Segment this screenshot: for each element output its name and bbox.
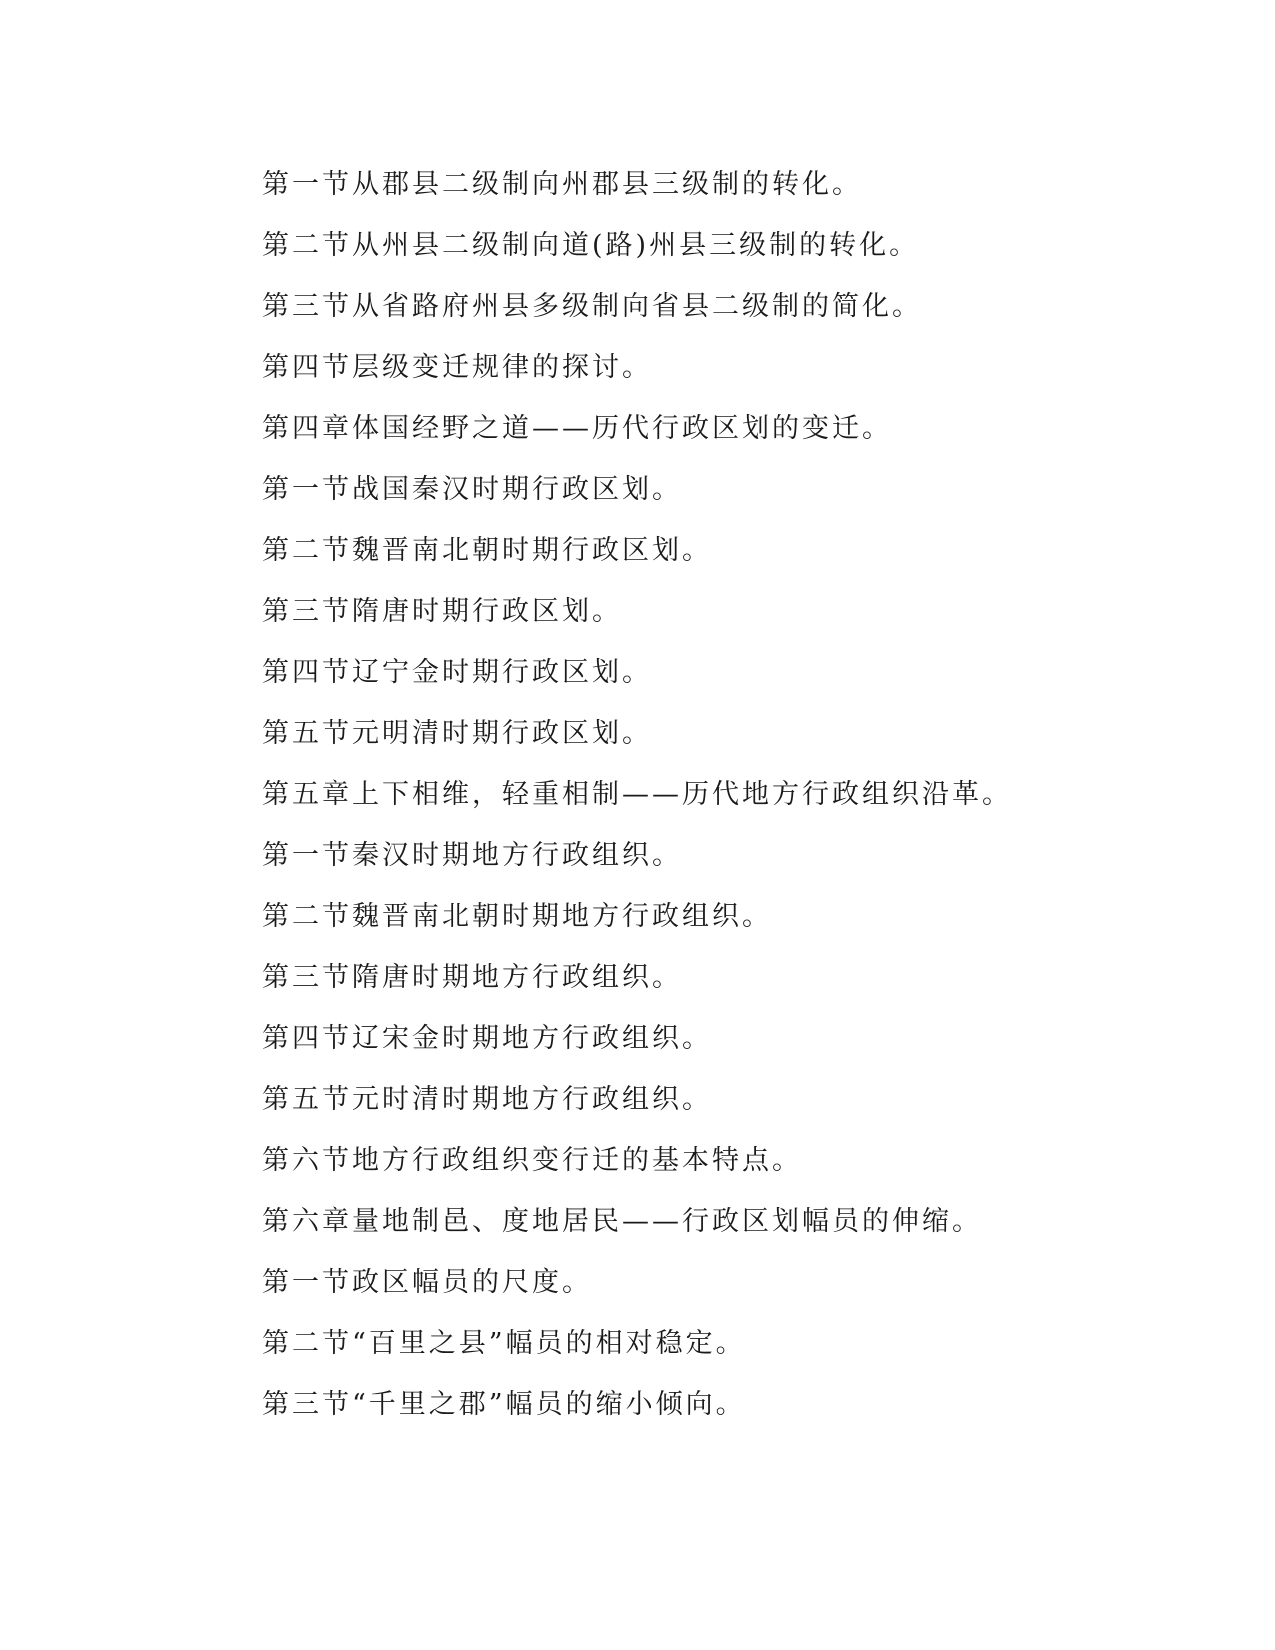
toc-line-section: 第二节“百里之县”幅员的相对稳定。: [262, 1328, 746, 1359]
toc-line-chapter: 第六章量地制邑、度地居民——行政区划幅员的伸缩。: [262, 1206, 982, 1237]
toc-line-section: 第二节魏晋南北朝时期行政区划。: [262, 535, 712, 566]
toc-line-section: 第三节隋唐时期地方行政组织。: [262, 962, 682, 993]
toc-line-section: 第六节地方行政组织变行迁的基本特点。: [262, 1145, 802, 1176]
toc-line-section: 第五节元明清时期行政区划。: [262, 718, 652, 749]
toc-line-section: 第五节元时清时期地方行政组织。: [262, 1084, 712, 1115]
toc-line-section: 第一节从郡县二级制向州郡县三级制的转化。: [262, 169, 862, 200]
toc-line-chapter: 第五章上下相维，轻重相制——历代地方行政组织沿革。: [262, 779, 1012, 810]
toc-line-section: 第一节秦汉时期地方行政组织。: [262, 840, 682, 871]
toc-line-section: 第三节“千里之郡”幅员的缩小倾向。: [262, 1389, 746, 1420]
toc-line-section: 第四节辽宋金时期地方行政组织。: [262, 1023, 712, 1054]
toc-line-section: 第四节层级变迁规律的探讨。: [262, 352, 652, 383]
toc-line-section: 第二节从州县二级制向道(路)州县三级制的转化。: [262, 230, 920, 261]
toc-line-chapter: 第四章体国经野之道——历代行政区划的变迁。: [262, 413, 892, 444]
table-of-contents: [262, 165, 1242, 1446]
toc-line-section: 第二节魏晋南北朝时期地方行政组织。: [262, 901, 772, 932]
toc-line-section: 第一节战国秦汉时期行政区划。: [262, 474, 682, 505]
toc-line-section: 第一节政区幅员的尺度。: [262, 1267, 592, 1298]
toc-line-section: 第四节辽宁金时期行政区划。: [262, 657, 652, 688]
toc-line-section: 第三节从省路府州县多级制向省县二级制的简化。: [262, 291, 922, 322]
toc-line-section: 第三节隋唐时期行政区划。: [262, 596, 622, 627]
